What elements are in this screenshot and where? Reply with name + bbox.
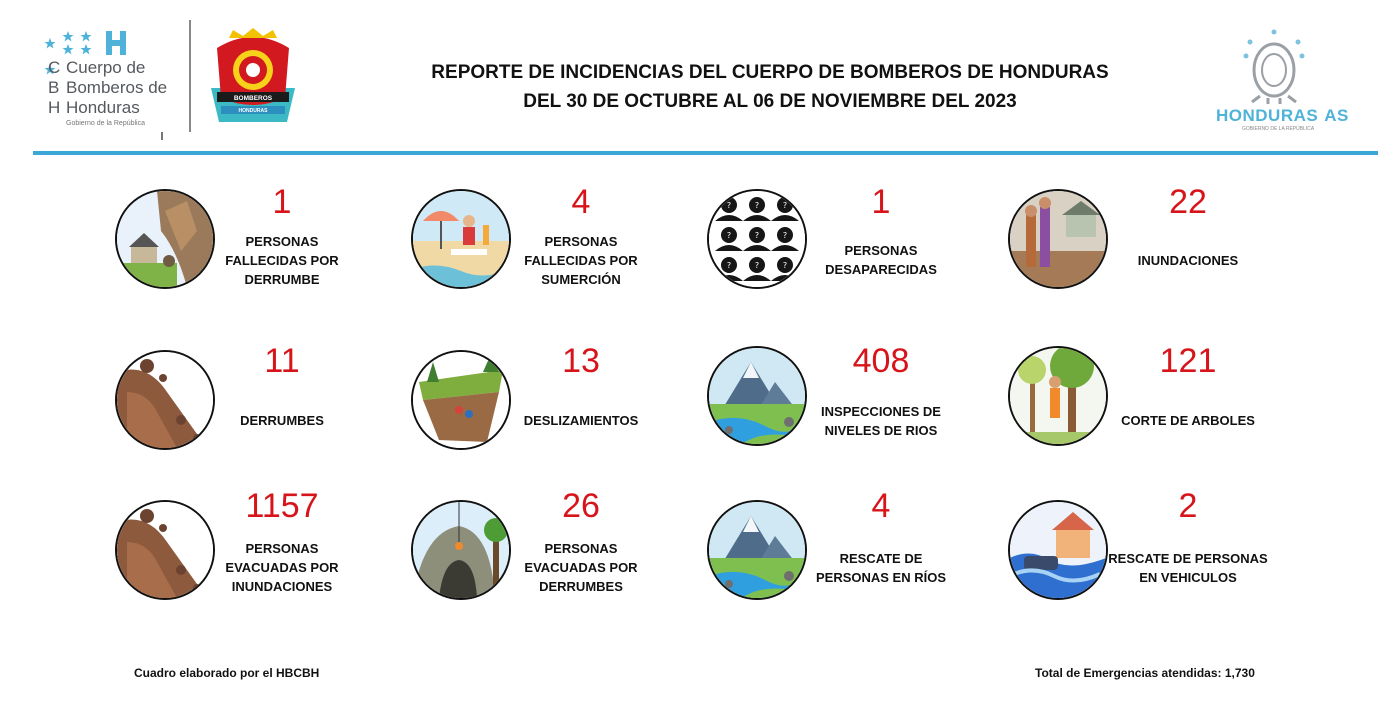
fire-badge-icon xyxy=(203,28,303,124)
gobierno-honduras-logo xyxy=(1212,26,1372,138)
cbbh-letters: C B H xyxy=(48,58,61,117)
gov-sub: GOBIERNO DE LA REPÚBLICA xyxy=(1242,126,1315,132)
stat-value: 2 xyxy=(1178,487,1198,525)
stat-label: PERSONAS FALLECIDAS POR DERRUMBE xyxy=(225,234,339,287)
logo-tick xyxy=(161,132,163,140)
footer-credit: Cuadro elaborado por el HBCBH xyxy=(134,666,320,680)
svg-text:HONDURAS: HONDURAS xyxy=(238,108,268,114)
stat-value: 408 xyxy=(852,342,910,380)
cbbh-logo xyxy=(44,28,194,138)
gov-name: HONDURAS AS xyxy=(1216,106,1349,125)
bomberos-badge xyxy=(203,28,303,124)
stat-value: 13 xyxy=(562,342,600,380)
title-line-1: REPORTE DE INCIDENCIAS DEL CUERPO DE BOMBEROS DE HONDURAS xyxy=(431,62,1109,83)
page-title xyxy=(330,58,1210,116)
stat-value: 22 xyxy=(1169,183,1207,221)
svg-text:BOMBEROS: BOMBEROS xyxy=(233,95,273,102)
stat-label: PERSONAS FALLECIDAS POR SUMERCIÓN xyxy=(524,234,638,287)
logo-divider xyxy=(189,20,191,132)
stat-label: CORTE DE ARBOLES xyxy=(1121,413,1255,428)
cbbh-sub: Gobierno de la República xyxy=(66,120,145,127)
title-line-2: DEL 30 DE OCTUBRE AL 06 DE NOVIEMBRE DEL 2023 xyxy=(523,91,1017,112)
stat-label: DERRUMBES xyxy=(240,413,324,428)
stat-value: 4 xyxy=(871,487,891,525)
cbbh-name: Cuerpo de Bomberos de Honduras xyxy=(66,58,168,117)
header-divider xyxy=(33,151,1378,155)
stat-label: INSPECCIONES DE NIVELES DE RIOS xyxy=(821,404,941,438)
stat-label: PERSONAS EVACUADAS POR INUNDACIONES xyxy=(225,541,339,594)
stat-value: 1157 xyxy=(245,487,319,525)
stat-label: PERSONAS DESAPARECIDAS xyxy=(825,243,937,277)
stat-value: 26 xyxy=(562,487,600,525)
stat-value: 1 xyxy=(272,183,292,221)
stat-label: RESCATE DE PERSONAS EN VEHICULOS xyxy=(1108,551,1268,585)
stat-label: DESLIZAMIENTOS xyxy=(523,413,639,428)
stat-value: 11 xyxy=(264,342,300,380)
stat-label: RESCATE DE PERSONAS EN RÍOS xyxy=(815,551,947,585)
stat-value: 4 xyxy=(571,183,591,221)
stat-label: INUNDACIONES xyxy=(1137,253,1239,268)
footer-total: Total de Emergencias atendidas: 1,730 xyxy=(1035,666,1255,680)
stat-value: 1 xyxy=(871,183,891,221)
stat-value: 121 xyxy=(1159,342,1217,380)
stat-label: PERSONAS EVACUADAS POR DERRUMBES xyxy=(524,541,638,594)
